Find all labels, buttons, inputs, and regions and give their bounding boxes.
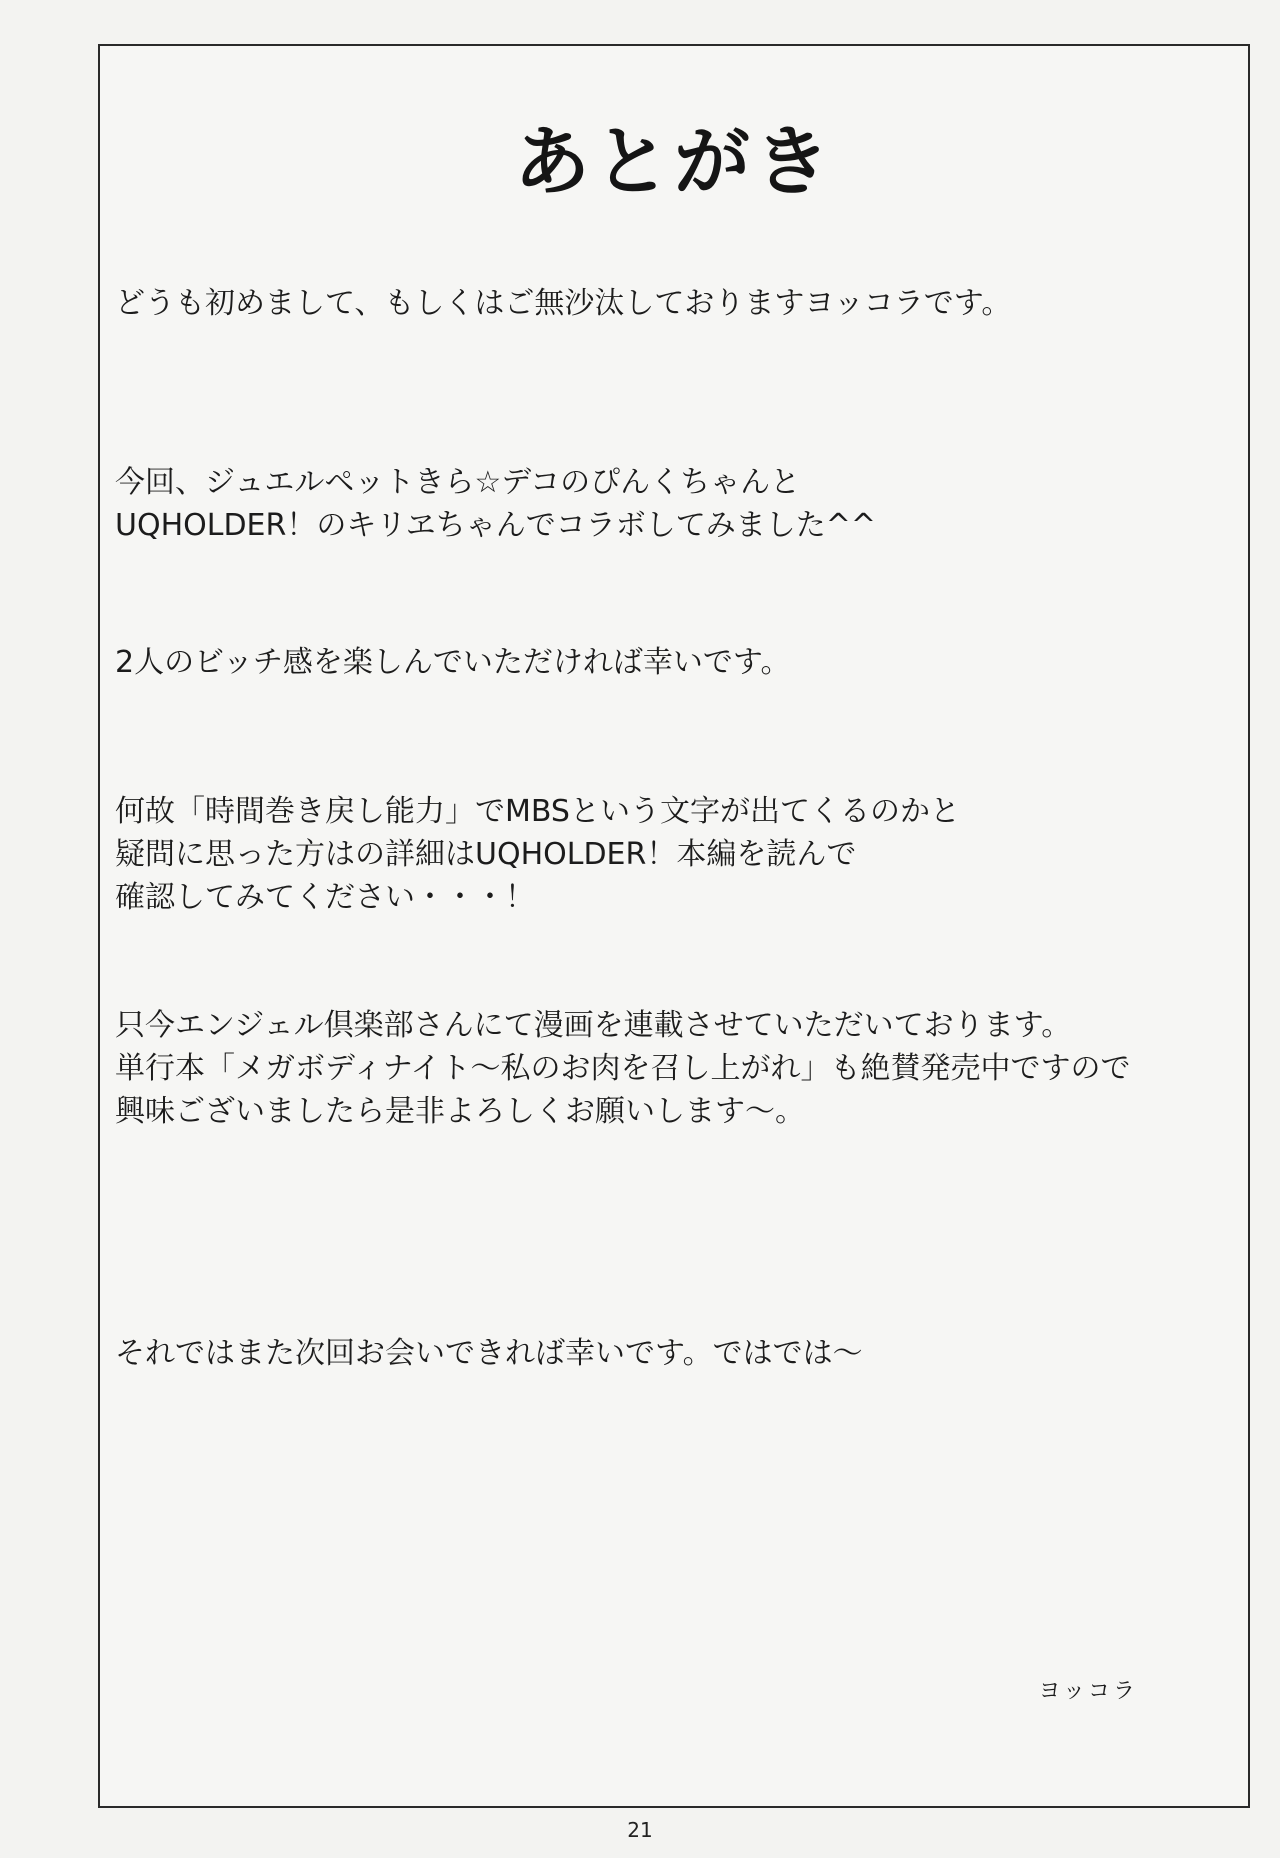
text-line: 只今エンジェル倶楽部さんにて漫画を連載させていただいております。 [115, 1008, 1072, 1043]
text-line: 何故「時間巻き戻し能力」でMBSという文字が出てくるのかと [115, 794, 960, 829]
paragraph-collab [115, 461, 1235, 547]
paragraph-greeting [115, 282, 1235, 325]
text-line: それではまた次回お会いできれば幸いです。ではでは～ [115, 1336, 863, 1371]
text-line: 興味ございましたら是非よろしくお願いします～。 [115, 1094, 805, 1129]
text-line: 今回、ジュエルペットきら☆デコのぴんくちゃんと [115, 465, 801, 500]
text-line: 確認してみてください・・・！ [115, 880, 535, 915]
paragraph-enjoy [115, 641, 1235, 684]
text-line: どうも初めまして、もしくはご無沙汰しておりますヨッコラです。 [115, 286, 1012, 321]
page-number: 21 [627, 1818, 653, 1842]
text-line: 疑問に思った方はの詳細はUQHOLDER！本編を読んで [115, 837, 857, 872]
page-frame [98, 44, 1250, 1808]
author-signature: ヨッコラ [1038, 1679, 1138, 1704]
text-line: 単行本「メガボディナイト～私のお肉を召し上がれ」も絶賛発売中ですので [115, 1051, 1131, 1086]
paragraph-mbs [115, 790, 1235, 919]
paragraph-farewell [115, 1332, 1235, 1375]
page-title: あとがき [514, 117, 834, 206]
paragraph-serialization [115, 1004, 1235, 1133]
text-line: UQHOLDER！のキリヱちゃんでコラボしてみました^^ [115, 508, 877, 543]
text-line: 2人のビッチ感を楽しんでいただければ幸いです。 [115, 645, 791, 680]
